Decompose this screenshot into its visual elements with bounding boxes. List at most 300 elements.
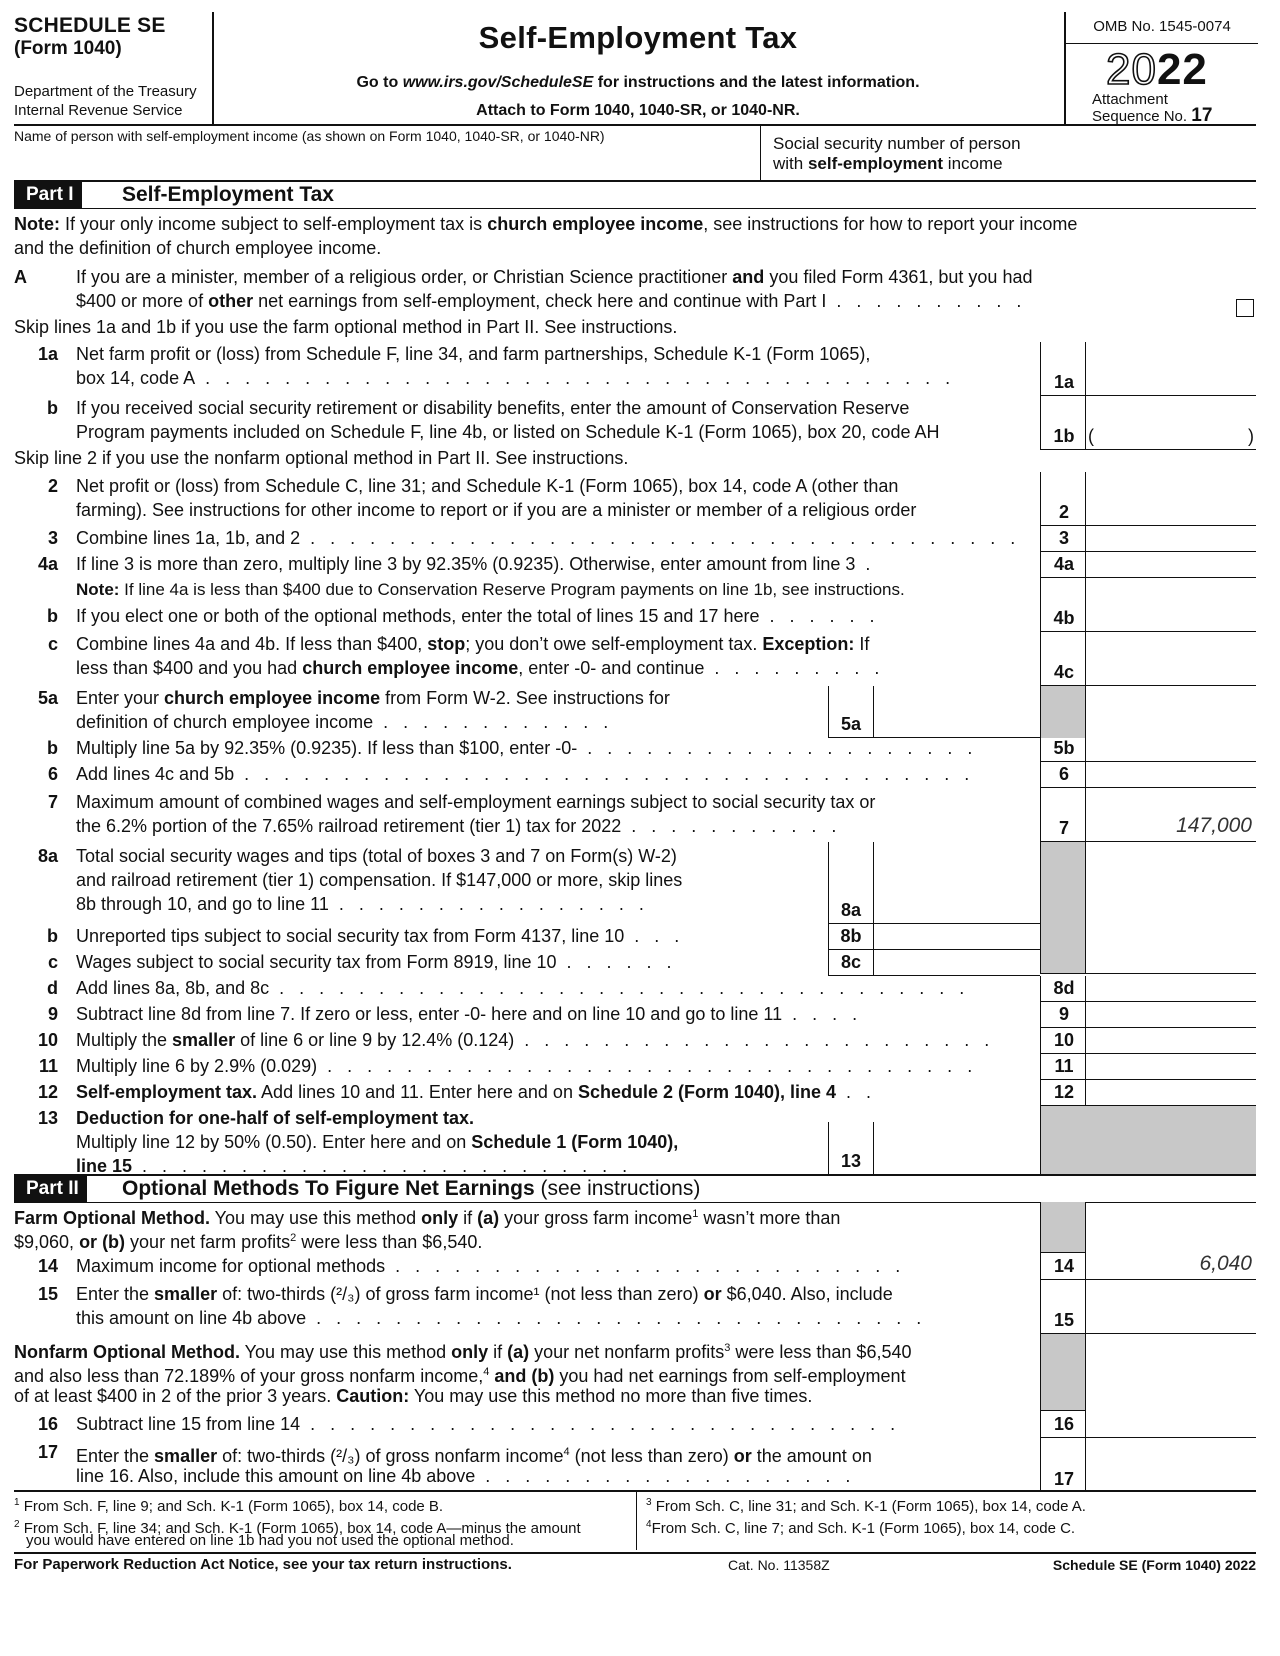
line-1b-box [1040, 396, 1086, 450]
line-8c-box-label: 8c [840, 952, 862, 972]
l17-pre: Enter the [76, 1446, 155, 1466]
farm-blank [1086, 1202, 1256, 1252]
skip-line-1: Skip lines 1a and 1b if you use the farm optional method in Part II. See instructions. [14, 317, 678, 337]
leader-dots: . . . . . . . . . . . . . . . . . . . . . . . . . . . . . . . . . . . . . . [195, 368, 956, 388]
line-9-number: 9 [47, 1004, 58, 1024]
footnote-3-text: From Sch. C, line 31; and Sch. K-1 (Form 1065), box 14, code A. [655, 1498, 1086, 1515]
instructions-line [214, 74, 1062, 92]
footnote-3 [646, 1494, 1086, 1516]
line-12-text [76, 1080, 876, 1104]
line-1a-amount[interactable] [1086, 342, 1256, 396]
line-12-box-label: 12 [1053, 1082, 1075, 1102]
footnote-2-text2: you would have entered on line 1b had you not used the optional method. [26, 1532, 514, 1549]
farm-2c: your net farm profits [125, 1232, 291, 1252]
farm-1a: You may use this method [210, 1208, 422, 1228]
l15-bold: smaller [154, 1284, 218, 1304]
footnote-4 [646, 1516, 1075, 1538]
line-8d-amount[interactable] [1086, 976, 1256, 1002]
line-4a-amount[interactable] [1086, 552, 1256, 578]
nf2a: and also less than 72.189% of your gross nonfarm income, [14, 1366, 484, 1386]
nf3a: of at least $400 in 2 of the prior 3 years. [14, 1386, 337, 1406]
nf1f: were less than $6,540 [730, 1342, 912, 1362]
header-left-block [14, 12, 214, 124]
line-9-amount[interactable] [1086, 1002, 1256, 1028]
l13-2-bold: line 15 [76, 1156, 133, 1176]
line-11-text [76, 1054, 977, 1078]
leader-dots: . . . . . . [556, 952, 677, 972]
ssn-label-suffix: income [943, 154, 1003, 173]
line-5a-text1 [76, 686, 826, 710]
l17-post: (not less than zero) [569, 1446, 734, 1466]
l17-2-main: line 16. Also, include this amount on line 4b above [76, 1466, 476, 1486]
leader-dots: . . . . . . . . . . . . . . . . [328, 894, 649, 914]
leader-dots: . . . [624, 926, 685, 946]
farm-shaded [1040, 1202, 1086, 1252]
l4c2-bold: church employee income [302, 658, 519, 678]
line-4a-note [76, 578, 905, 602]
footnote-mark: 2 [14, 1519, 20, 1530]
line-8c-amount[interactable] [874, 950, 1040, 976]
l10-bold: smaller [172, 1030, 236, 1050]
line-10-box-label: 10 [1053, 1030, 1075, 1050]
line-8a-text2: and railroad retirement (tier 1) compensation. If $147,000 or more, skip lines [76, 870, 683, 890]
line-a-text2 [76, 289, 1226, 313]
l13-pre: Multiply line 12 by 50% (0.50). Enter here and on [76, 1132, 472, 1152]
line-a2-pre: $400 or more of [76, 291, 209, 311]
line-9-box-label: 9 [1058, 1004, 1069, 1024]
line-8c-text [76, 950, 677, 974]
line-4c-amount[interactable] [1086, 632, 1256, 686]
l4c-stop: stop [427, 634, 466, 654]
line-16-number: 16 [37, 1414, 58, 1434]
attachment-sequence [1092, 92, 1212, 125]
nonfarm-line3 [14, 1384, 812, 1408]
nf2c: you had net earnings from self-employment [554, 1366, 906, 1386]
line-3-box-label: 3 [1058, 528, 1069, 548]
line-12-number: 12 [37, 1082, 58, 1102]
line-9-text [76, 1002, 862, 1026]
line-a-post: you filed Form 4361, but you had [764, 267, 1033, 287]
line-13-number: 13 [37, 1108, 58, 1128]
line-5a-number: 5a [37, 688, 58, 708]
note-text2: , see instructions for how to report your income [703, 214, 1078, 234]
footnote-mark: 3 [724, 1342, 731, 1354]
l5a-pre: Enter your [76, 688, 165, 708]
line-11-amount[interactable] [1086, 1054, 1256, 1080]
l13-bold: Schedule 1 (Form 1040), [471, 1132, 679, 1152]
nf2b: and (b) [489, 1366, 555, 1386]
line-16-text [76, 1412, 900, 1436]
leader-dots: . . . . . . . . . . . . . . . . . . . . [577, 738, 978, 758]
footnote-1 [14, 1494, 443, 1516]
footnote-mark: 1 [692, 1208, 699, 1220]
line-4a-text [76, 552, 1036, 576]
part1-note [14, 212, 1256, 236]
line-8b-text [76, 924, 684, 948]
farm-1b: only [421, 1208, 459, 1228]
line-4b-number: b [47, 606, 58, 626]
leader-dots: . . . . . . . . . [704, 658, 885, 678]
line-16-amount[interactable] [1086, 1410, 1256, 1438]
line-a-checkbox[interactable] [1236, 299, 1254, 317]
line-9-box [1040, 1002, 1086, 1028]
sequence-label: Sequence No. [1092, 108, 1188, 125]
line-5a-shaded [1040, 686, 1086, 738]
goto-suffix: for instructions and the latest information. [593, 74, 920, 91]
line-6-amount[interactable] [1086, 762, 1256, 788]
line-14-number: 14 [37, 1256, 58, 1276]
line-4b-text [76, 604, 879, 628]
line-12-box [1040, 1080, 1086, 1106]
l8a3-main: 8b through 10, and go to line 11 [76, 894, 329, 914]
line-10-amount[interactable] [1086, 1028, 1256, 1054]
line-8d-number: d [47, 978, 58, 998]
line-16-box [1040, 1410, 1086, 1438]
line-15-box-label: 15 [1053, 1310, 1075, 1330]
farm-2b: or (b) [79, 1232, 126, 1252]
line-5b-amount[interactable] [1086, 738, 1256, 762]
line-4a-number: 4a [37, 554, 58, 574]
line-7-number: 7 [47, 792, 58, 812]
line-8a-box-label: 8a [840, 900, 862, 920]
line-11-box [1040, 1054, 1086, 1080]
line-11-number: 11 [38, 1056, 58, 1076]
footnote-mark: 4 [483, 1366, 490, 1378]
line-4b-box [1040, 578, 1086, 632]
line-4a-box [1040, 552, 1086, 578]
leader-dots: . . . . . . . . . . . . [373, 712, 614, 732]
line-10-number: 10 [37, 1030, 58, 1050]
department-block [14, 82, 197, 120]
line-1a-number: 1a [37, 344, 58, 364]
line-5a-text2 [76, 710, 613, 734]
name-field[interactable] [14, 146, 754, 178]
line-3-amount[interactable] [1086, 526, 1256, 552]
line-6-text [76, 762, 974, 786]
leader-dots: . . . . . . . . . . . . . . . . . . . . . . . . . . . . . . . [306, 1308, 927, 1328]
line-12-amount[interactable] [1086, 1080, 1256, 1106]
note-text1: If your only income subject to self-employment tax is [60, 214, 488, 234]
part1-title: Self-Employment Tax [122, 183, 334, 206]
leader-dots: . . [836, 1082, 877, 1102]
farm-1c: if [458, 1208, 478, 1228]
leader-dots: . . . . . . . . . . . . . . . . . . . . . . . . . . . . . . . . . [317, 1056, 978, 1076]
line-8d-box [1040, 976, 1086, 1002]
line-8c-number: c [47, 952, 58, 972]
line-4a-note-label: Note: [76, 580, 120, 599]
ssn-label-prefix: with [773, 154, 808, 173]
note-bold2: church employee income [487, 214, 704, 234]
l15-pre: Enter the [76, 1284, 155, 1304]
line-14-value: 6,040 [1199, 1252, 1252, 1275]
nf1e: your net nonfarm profits [529, 1342, 725, 1362]
footnote-mark: 2 [290, 1232, 297, 1244]
line-8b-amount[interactable] [874, 924, 1040, 950]
leader-dots: . [855, 554, 876, 574]
l12-bold2: Schedule 2 (Form 1040), line 4 [577, 1082, 837, 1102]
nf1c: if [488, 1342, 508, 1362]
l9-main: Subtract line 8d from line 7. If zero or less, enter -0- here and on line 10 and go to line 11 [76, 1004, 783, 1024]
header-right-block [1064, 12, 1258, 124]
line-17-box [1040, 1438, 1086, 1492]
leader-dots: . . . . . . . . . . . . . . . . . . . [475, 1466, 856, 1486]
nf1d: (a) [507, 1342, 530, 1362]
nf1a: You may use this method [239, 1342, 452, 1362]
l8d-main: Add lines 8a, 8b, and 8c [76, 978, 270, 998]
footnote-4-text: From Sch. C, line 7; and Sch. K-1 (Form 1065), box 14, code C. [651, 1520, 1076, 1537]
line-17-number: 17 [37, 1442, 58, 1462]
line-15-text1 [76, 1282, 1036, 1306]
goto-prefix: Go to [356, 74, 403, 91]
nf3c: You may use this method no more than five times. [409, 1386, 813, 1406]
line-17-text2 [76, 1464, 855, 1488]
farm-1f: wasn’t more than [698, 1208, 841, 1228]
l7-main: the 6.2% portion of the 7.65% railroad retirement (tier 1) tax for 2022 [76, 816, 622, 836]
l15-2-main: this amount on line 4b above [76, 1308, 307, 1328]
footnote-divider [14, 1490, 1256, 1492]
line-13-amount[interactable] [874, 1122, 1040, 1174]
note-label: Note: [14, 214, 60, 234]
line-6-box-label: 6 [1058, 764, 1069, 784]
part2-title-main: Optional Methods To Figure Net Earnings [122, 1177, 535, 1200]
line-6-box [1040, 762, 1086, 788]
leader-dots: . . . . . . . . . . . [621, 816, 842, 836]
irs-name: Internal Revenue Service [14, 102, 183, 119]
leader-dots: . . . . . . . . . . . . . . . . . . . . . . . . . . . . . . . . . . . . . [234, 764, 975, 784]
line-1a-text2 [76, 366, 955, 390]
form-title: Self-Employment Tax [478, 20, 798, 55]
line-2-box [1040, 472, 1086, 526]
nonfarm-bold: Nonfarm Optional Method. [14, 1342, 240, 1362]
line-8b-number: b [47, 926, 58, 946]
nonfarm-blank [1086, 1334, 1256, 1410]
line-8d-text [76, 976, 969, 1000]
tax-year-bold: 22 [1156, 45, 1208, 94]
tax-year [1106, 45, 1208, 95]
line-1b-amount[interactable] [1086, 396, 1256, 450]
line-8a-amount[interactable] [874, 842, 1040, 924]
header-center-block [214, 12, 1062, 124]
line-8a-box [828, 842, 874, 924]
l4c-mid: ; you don’t owe self-employment tax. [465, 634, 763, 654]
footer-rule [14, 1552, 1256, 1554]
l16-main: Subtract line 15 from line 14 [76, 1414, 301, 1434]
line-2-number: 2 [47, 476, 58, 496]
line-a2-post: net earnings from self-employment, check here and continue with Part I [253, 291, 827, 311]
leader-dots: . . . . . . . . . . . . . . . . . . . . . . . . . . [385, 1256, 906, 1276]
line-5b-text [76, 736, 977, 760]
nonfarm-shaded [1040, 1334, 1086, 1410]
line-4c-text2 [76, 656, 884, 680]
line-8b-box-label: 8b [840, 926, 862, 946]
line-13-title: Deduction for one-half of self-employment tax. [76, 1108, 475, 1128]
paren-close: ) [1248, 426, 1254, 446]
department-name: Department of the Treasury [14, 83, 197, 100]
l4c-pre: Combine lines 4a and 4b. If less than $400, [76, 634, 428, 654]
leader-dots: . . . . . . [759, 606, 880, 626]
form-identifier: Schedule SE (Form 1040) 2022 [1052, 1557, 1256, 1573]
farm-1e: your gross farm income [499, 1208, 693, 1228]
line-7-text2 [76, 814, 841, 838]
line-4b-amount[interactable] [1086, 578, 1256, 632]
l4c-exception: Exception: [762, 634, 855, 654]
line-16-box-label: 16 [1053, 1414, 1075, 1434]
catalog-number: Cat. No. 11358Z [728, 1557, 830, 1573]
line-3-number: 3 [47, 528, 58, 548]
line-a-label: A [14, 267, 27, 287]
farm-2d: were less than $6,540. [296, 1232, 483, 1252]
line-7-text1: Maximum amount of combined wages and self-employment earnings subject to social security tax or [76, 792, 876, 812]
footnote-1-text: From Sch. F, line 9; and Sch. K-1 (Form 1065), box 14, code B. [23, 1498, 444, 1515]
l17-end: the amount on [751, 1446, 872, 1466]
ssn-label-bold: self-employment [807, 154, 944, 173]
line-10-box [1040, 1028, 1086, 1054]
l14-main: Maximum income for optional methods [76, 1256, 386, 1276]
line-1b-text2: Program payments included on Schedule F, line 4b, or listed on Schedule K-1 (Form 1065), box 20, code AH [76, 422, 940, 442]
line-1b-text1: If you received social security retirement or disability benefits, enter the amount of Conservation Reserve [76, 398, 910, 418]
l17-mid: of: two-thirds (²/₃) of gross nonfarm income [217, 1446, 564, 1466]
nf1b: only [451, 1342, 489, 1362]
line-2-text1: Net profit or (loss) from Schedule C, line 31; and Schedule K-1 (Form 1065), box 14, code A (other than [76, 476, 899, 496]
line-2-amount[interactable] [1086, 472, 1256, 526]
l11-main: Multiply line 6 by 2.9% (0.029) [76, 1056, 318, 1076]
l5a-bold: church employee income [164, 688, 381, 708]
l4c2-pre: less than $400 and you had [76, 658, 303, 678]
line-4a-note-text: If line 4a is less than $400 due to Conservation Reserve Program payments on line 1b, see instructions. [119, 580, 905, 599]
line-5b-box [1040, 738, 1086, 762]
line-4c-box-label: 4c [1053, 662, 1075, 682]
leader-dots: . . . . . . . . . . . . . . . . . . . . . . . . . [132, 1156, 633, 1176]
farm-2a: $9,060, [14, 1232, 80, 1252]
line-11-box-label: 11 [1054, 1056, 1074, 1076]
farm-1d: (a) [477, 1208, 500, 1228]
line-4a-box-label: 4a [1053, 554, 1075, 574]
paren-open: ( [1088, 426, 1094, 446]
name-field-label: Name of person with self-employment income (as shown on Form 1040, 1040-SR, or 1040-NR) [14, 128, 605, 144]
footnote-mark: 4 [646, 1519, 652, 1530]
line-8-shaded [1040, 842, 1086, 974]
part1-tag: Part I [14, 182, 82, 208]
farm-method-line2 [14, 1226, 482, 1254]
line-3-text [76, 526, 1020, 550]
farm-bold: Farm Optional Method. [14, 1208, 210, 1228]
part1-header [14, 182, 1256, 209]
line-1a-box [1040, 342, 1086, 396]
nf3b: Caution: [336, 1386, 410, 1406]
line-7-amount [1086, 788, 1256, 842]
l10-post: of line 6 or line 9 by 12.4% (0.124) [235, 1030, 515, 1050]
line-5a-box-label: 5a [840, 714, 862, 734]
line-14-text [76, 1254, 905, 1278]
line-8a-number: 8a [37, 846, 58, 866]
line-4a-text-main: If line 3 is more than zero, multiply line 3 by 92.35% (0.9235). Otherwise, enter amount from line 3 [76, 554, 856, 574]
line-14-box [1040, 1252, 1086, 1280]
line-1b-number: b [47, 398, 58, 418]
line-5a-amount[interactable] [874, 686, 1040, 738]
leader-dots: . . . . . . . . . . . . . . . . . . . . . . . . . . . . . . . . . . . [269, 978, 970, 998]
line-2-text2: farming). See instructions for other income to report or if you are a minister or member of a religious order [76, 500, 917, 520]
line-14-box-label: 14 [1053, 1256, 1075, 1276]
line-10-text [76, 1028, 994, 1052]
line-a-text1 [76, 265, 1256, 289]
line-8a-text1: Total social security wages and tips (total of boxes 3 and 7 on Form(s) W-2) [76, 846, 677, 866]
sequence-number: 17 [1191, 105, 1213, 126]
footnote-mark: 4 [563, 1446, 570, 1458]
ssn-field[interactable] [760, 124, 1255, 180]
l12-mid: Add lines 10 and 11. Enter here and on [257, 1082, 578, 1102]
line-7-value: 147,000 [1176, 814, 1252, 837]
l15-mid: of: two-thirds (²/₃) of gross farm income¹ (not less than zero) [217, 1284, 704, 1304]
l12-bold: Self-employment tax. [76, 1082, 258, 1102]
line-3-text-main: Combine lines 1a, 1b, and 2 [76, 528, 301, 548]
part2-title [122, 1176, 700, 1202]
line-4c-number: c [47, 634, 58, 654]
line-a-pre: If you are a minister, member of a religious order, or Christian Science practitioner [76, 267, 733, 287]
instructions-url[interactable]: www.irs.gov/ScheduleSE [402, 74, 594, 91]
line-8a-text3 [76, 892, 649, 916]
ssn-field-label [773, 134, 1021, 174]
name-ssn-row [14, 124, 1256, 182]
line-4b-box-label: 4b [1053, 608, 1075, 628]
leader-dots: . . . . . . . . . . . . . . . . . . . . . . . . [514, 1030, 995, 1050]
line-15-box [1040, 1280, 1086, 1334]
line-17-box-label: 17 [1053, 1469, 1075, 1489]
line-17-amount[interactable] [1086, 1438, 1256, 1492]
line-5b-box-label: 5b [1053, 738, 1075, 758]
footnote-2-text1: From Sch. F, line 34; and Sch. K-1 (Form 1065), box 14, code A—minus the amount [23, 1520, 581, 1537]
l8b-main: Unreported tips subject to social security tax from Form 4137, line 10 [76, 926, 625, 946]
attachment-label: Attachment [1092, 91, 1168, 108]
line-1a-box-label: 1a [1053, 372, 1075, 392]
footnote-column-divider [636, 1492, 637, 1550]
line-15-number: 15 [37, 1284, 58, 1304]
l5a2-main: definition of church employee income [76, 712, 374, 732]
footnote-mark: 1 [14, 1497, 20, 1508]
l8c-main: Wages subject to social security tax from Form 8919, line 10 [76, 952, 557, 972]
tax-year-outline: 20 [1106, 45, 1157, 94]
l6-main: Add lines 4c and 5b [76, 764, 235, 784]
line-15-amount[interactable] [1086, 1280, 1256, 1334]
line-4c-text1 [76, 632, 1036, 656]
skip-line-2: Skip line 2 if you use the nonfarm optional method in Part II. See instructions. [14, 448, 629, 468]
line-5a-box [828, 686, 874, 738]
line-8b-box [828, 924, 874, 950]
part2-tag: Part II [14, 1176, 87, 1202]
l17-bold2: or [733, 1446, 752, 1466]
line-6-number: 6 [47, 764, 58, 784]
line-8d-box-label: 8d [1053, 978, 1075, 998]
l17-bold: smaller [154, 1446, 218, 1466]
schedule-name: SCHEDULE SE [14, 14, 166, 37]
line-3-box [1040, 526, 1086, 552]
leader-dots: . . . . . . . . . . . . . . . . . . . . . . . . . . . . . . [300, 1414, 901, 1434]
line-8c-box [828, 950, 874, 976]
line-14-amount [1086, 1252, 1256, 1280]
l10-pre: Multiply the [76, 1030, 173, 1050]
l5a-post: from Form W-2. See instructions for [380, 688, 670, 708]
line-a-bold: and [732, 267, 765, 287]
line-2-box-label: 2 [1058, 502, 1069, 522]
l4c-post: If [854, 634, 870, 654]
line-15-text2 [76, 1306, 926, 1330]
line-13-text1 [76, 1130, 826, 1154]
line-13-shaded [1040, 1106, 1256, 1174]
line-1b-box-label: 1b [1053, 426, 1075, 446]
footnote-mark: 3 [646, 1497, 652, 1508]
l4c2-post: , enter -0- and continue [518, 658, 705, 678]
part2-title-suffix: (see instructions) [534, 1177, 701, 1200]
line-13-box [828, 1122, 874, 1174]
